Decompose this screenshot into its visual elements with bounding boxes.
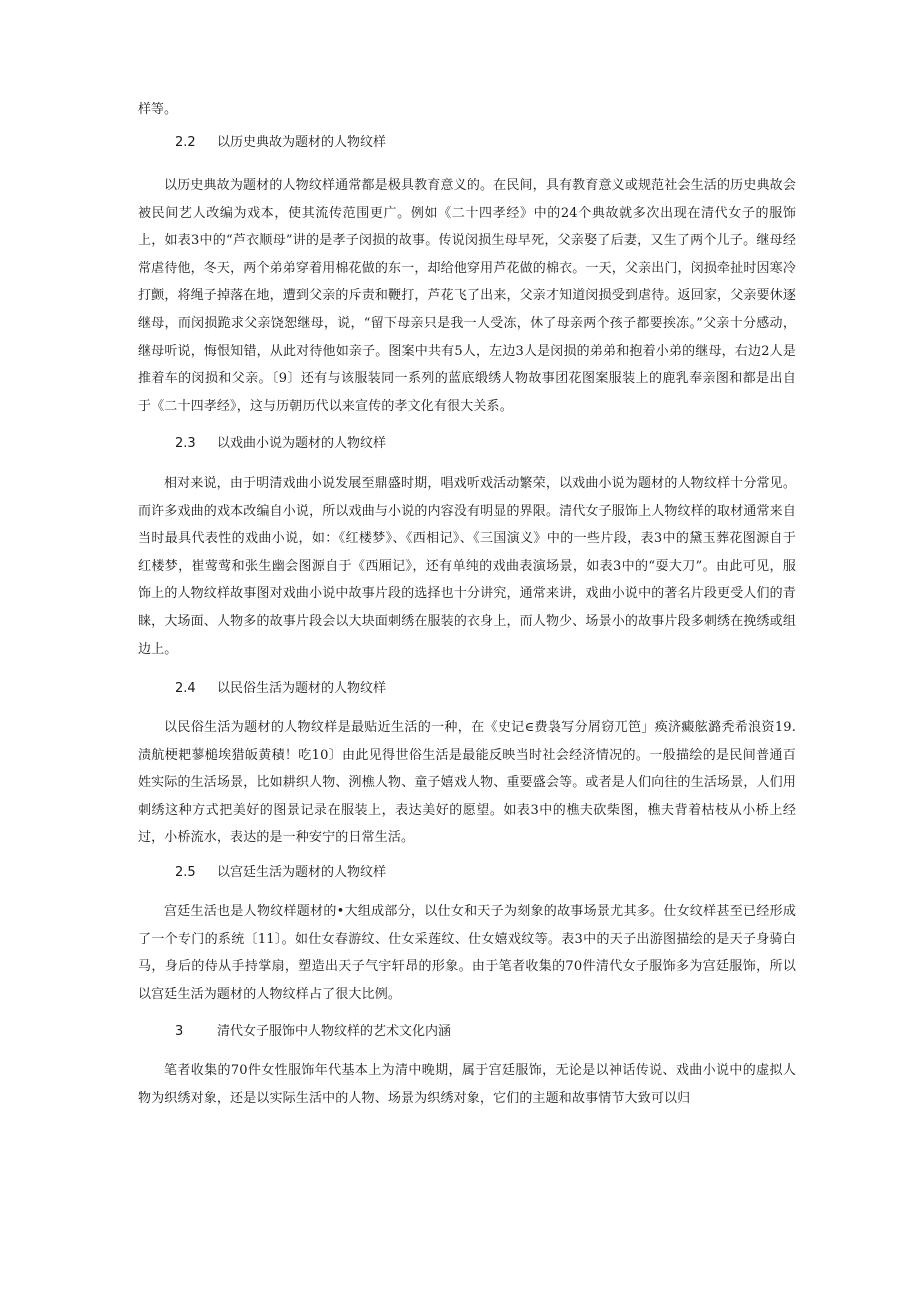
section-title: 清代女子服饰中人物纹样的艺术文化内涵 (217, 1024, 452, 1039)
paragraph: 以历史典故为题材的人物纹样通常都是极具教育意义的。在民间，具有教育意义或规范社会生活的历史典故会被民间艺人改编为戏本，使其流传范围更广。例如《二十四孝经》中的24个典故就多次出现在清代女子的服饰上，如表3中的“芦衣顺母”讲的是孝子闵损的故事。传说闵损生母早死，父亲娶了后妻，又生了两个儿子。继母经常虐待他，冬天，两个弟弟穿着用棉花做的东一，却给他穿用芦花做的棉衣。一天，父亲出门，闵损牵扯时因寒冷打颤，将绳子掉落在地，遭到父亲的斥责和鞭打，芦花飞了出来，父亲才知道闵损受到虐待。返回家，父亲要休逐继母，而闵损跪求父亲饶恕继母，说，“留下母亲只是我一人受冻，休了母亲两个孩子都要挨冻。”父亲十分感动，继母听说，悔恨知错，从此对待他如亲子。图案中共有5人，左边3人是闵损的弟弟和抱着小弟的继母，右边2人是推着车的闵损和父亲。〔9〕还有与该服装同一系列的蓝底缎绣人物故事团花图案服装上的鹿乳奉亲图和都是出自于《二十四孝经》，这与历朝历代以来宣传的孝文化有很大关系。 (138, 178, 796, 414)
section-paragraph-2-3 (138, 470, 796, 663)
section-title: 以戏曲小说为题材的人物纹样 (217, 436, 387, 451)
section-number: 2.5 (175, 865, 196, 880)
section-paragraph-2-2 (138, 172, 796, 420)
section-number: 2.3 (175, 436, 196, 451)
section-number: 3 (175, 1024, 184, 1039)
paragraph: 以民俗生活为题材的人物纹样是最贴近生活的一种，在《史记∈费袅写分屑窃兀笆」痪济癜舷潞秃希浪资19.渍航梗耙蓼槌埃猎皈黄積！吃10〕由此见得世俗生活是最能反映当时社会经济情况的。一般描绘的是民间普通百姓实际的生活场景，比如耕织人物、洌樵人物、童子嬉戏人物、重要盛会等。或者是人们向往的生活场景，人们用刺绣这种方式把美好的图景记录在服装上，表达美好的愿望。如表3中的樵夫砍柴图，樵夫背着枯枝从小桥上经过，小桥流水，表达的是一种安宁的日常生活。 (138, 720, 796, 846)
paragraph: 宫廷生活也是人物纹样题材的•大组成部分，以仕女和天子为刻象的故事场景尤其多。仕女纹样甚至已经形成了一个专门的系统〔11〕。如仕女春游纹、仕女采莲纹、仕女嬉戏纹等。表3中的天子出游图描绘的是天子身骑白马，身后的侍从手持掌扇，塑造出天子气宇轩昂的形象。由于笔者收集的70件清代女子服饰多为宫廷服饰，所以以宫廷生活为题材的人物纹样占了很大比例。 (138, 904, 796, 1002)
section-number: 2.4 (175, 681, 196, 696)
section-paragraph-3 (138, 1057, 796, 1112)
paragraph: 相对来说，由于明清戏曲小说发展至鼎盛时期，唱戏听戏活动繁荣，以戏曲小说为题材的人物纹样十分常见。而许多戏曲的戏本改编自小说，所以戏曲与小说的内容没有明显的界限。清代女子服饰上人物纹样的取材通常来自当时最具代表性的戏曲小说，如：《红楼梦》、《西相记》、《三国演义》中的一些片段，表3中的黛玉葬花图源自于红楼梦，崔莺莺和张生幽会图源自于《西厢记》，还有单纯的戏曲表演场景，如表3中的“耍大刀”。由此可见，服饰上的人物纹样故事图对戏曲小说中故事片段的选择也十分讲究，通常来讲，戏曲小说中的著名片段更受人们的青睐，大场面、人物多的故事片段会以大块面刺绣在服装的衣身上，而人物少、场景小的故事片段多刺绣在挽绣或组边上。 (138, 476, 796, 657)
section-title: 以民俗生活为题材的人物纹样 (217, 681, 387, 696)
section-paragraph-2-4 (138, 714, 796, 852)
section-heading-2-4 (175, 677, 386, 696)
section-heading-2-2 (175, 131, 386, 150)
section-title: 以历史典故为题材的人物纹样 (217, 135, 387, 150)
section-heading-2-3 (175, 432, 386, 451)
top-line: 样等。 (138, 102, 178, 117)
section-number: 2.2 (175, 135, 196, 150)
section-heading-3 (175, 1020, 451, 1039)
section-title: 以宫廷生活为题材的人物纹样 (217, 865, 387, 880)
paragraph: 笔者收集的70件女性服饰年代基本上为清中晚期，属于宫廷服饰，无论是以神话传说、戏曲小说中的虚拟人物为织绣对象，还是以实际生活中的人物、场景为织绣对象，它们的主题和故事情节大致可以归 (138, 1063, 796, 1106)
continued-text (138, 96, 796, 124)
section-heading-2-5 (175, 861, 386, 880)
section-paragraph-2-5 (138, 898, 796, 1008)
